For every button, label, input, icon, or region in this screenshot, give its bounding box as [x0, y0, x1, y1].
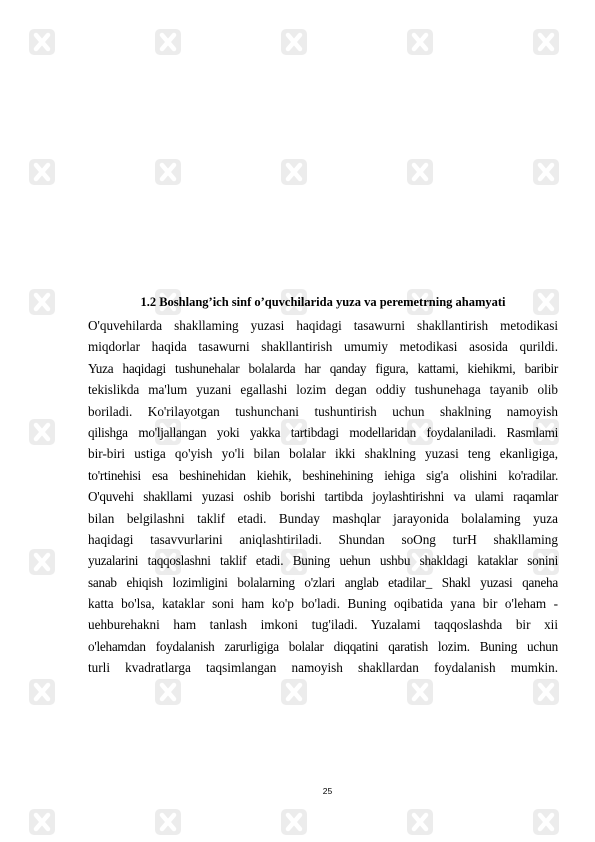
document-body	[88, 292, 558, 679]
text-line: to'rtinehisi esa beshinehidan kiehik, beshinehining iehiga sig'a olishini ko'radilar.	[88, 467, 558, 483]
watermark-mark	[533, 29, 559, 55]
text-line: qilishga mo'ljallangan yoki yakka tartibdagi modellaridan foydalaniladi. Rasmlami	[88, 424, 558, 440]
watermark-mark	[533, 159, 559, 185]
watermark-mark	[155, 29, 181, 55]
text-line: bilan belgilashni taklif etadi. Bunday mashqlar jarayonida bolalaming yuza	[88, 510, 558, 526]
watermark-mark	[281, 679, 307, 705]
watermark-mark	[407, 679, 433, 705]
text-line: O'quvehi shakllami yuzasi oshib borishi tartibda joylashtirishni va ulami raqamlar	[88, 489, 558, 505]
watermark-mark	[29, 159, 55, 185]
page-number: 25	[322, 786, 333, 796]
text-line: haqidagi tasavvurlarini aniqlashtiriladi. Shundan soOng turH shakllaming	[88, 531, 558, 547]
watermark-mark	[407, 29, 433, 55]
text-line: katta bo'lsa, kataklar soni ham ko'p bo'ladi. Buning oqibatida yana bir o'leham -	[88, 596, 558, 612]
watermark-mark	[533, 679, 559, 705]
text-line: tekislikda ma'lum yuzani egallashi lozim degan oddiy tushunehaga tayanib olib	[88, 382, 558, 398]
text-line: O'quvehilarda shakllaming yuzasi haqidagi tasawurni shakllantirish metodikasi	[88, 318, 558, 333]
watermark-mark	[29, 809, 55, 835]
watermark-mark	[533, 809, 559, 835]
body-paragraph	[88, 315, 558, 679]
watermark-mark	[155, 679, 181, 705]
watermark-mark	[29, 289, 55, 315]
text-line: sanab ehiqish lozimligini bolalarning o'zlari anglab etadilar_ Shakl yuzasi qaneha	[88, 574, 558, 590]
text-line: o'lehamdan foydalanish zarurligiga bolalar diqqatini qaratish lozim. Buning uchun	[88, 638, 558, 654]
text-line: yuzalarini taqqoslashni taklif etadi. Buning uehun ushbu shakldagi kataklar sonini	[88, 553, 558, 569]
watermark-mark	[407, 809, 433, 835]
text-line: turli kvadratlarga taqsimlangan namoyish shakllardan foydalanish mumkin.	[88, 660, 558, 676]
watermark-mark	[155, 809, 181, 835]
watermark-mark	[29, 549, 55, 575]
text-line: bir-biri ustiga qo'yish yo'li bilan bolalar ikki shaklning yuzasi teng ekanligiga,	[88, 446, 558, 462]
text-line: Yuza haqidagi tushunehalar bolalarda har qanday figura, kattami, kiehikmi, baribir	[88, 360, 558, 376]
watermark-mark	[29, 679, 55, 705]
watermark-mark	[281, 29, 307, 55]
watermark-mark	[29, 29, 55, 55]
watermark-mark	[281, 159, 307, 185]
text-line: miqdorlar haqida tasawurni shakllantirish umumiy metodikasi asosida qurildi.	[88, 339, 558, 355]
watermark-mark	[407, 159, 433, 185]
text-line: uehburehakni ham tanlash imkoni tug'iladi. Yuzalami taqqoslashda bir xii	[88, 617, 558, 633]
watermark-mark	[281, 809, 307, 835]
watermark-mark	[155, 159, 181, 185]
section-heading: 1.2 Boshlang’ich sinf o’quvchilarida yuza va peremetrning ahamyati	[140, 295, 506, 309]
watermark-mark	[29, 419, 55, 445]
text-line: boriladi. Ko'rilayotgan tushunchani tushuntirish uchun shaklning namoyish	[88, 403, 558, 419]
